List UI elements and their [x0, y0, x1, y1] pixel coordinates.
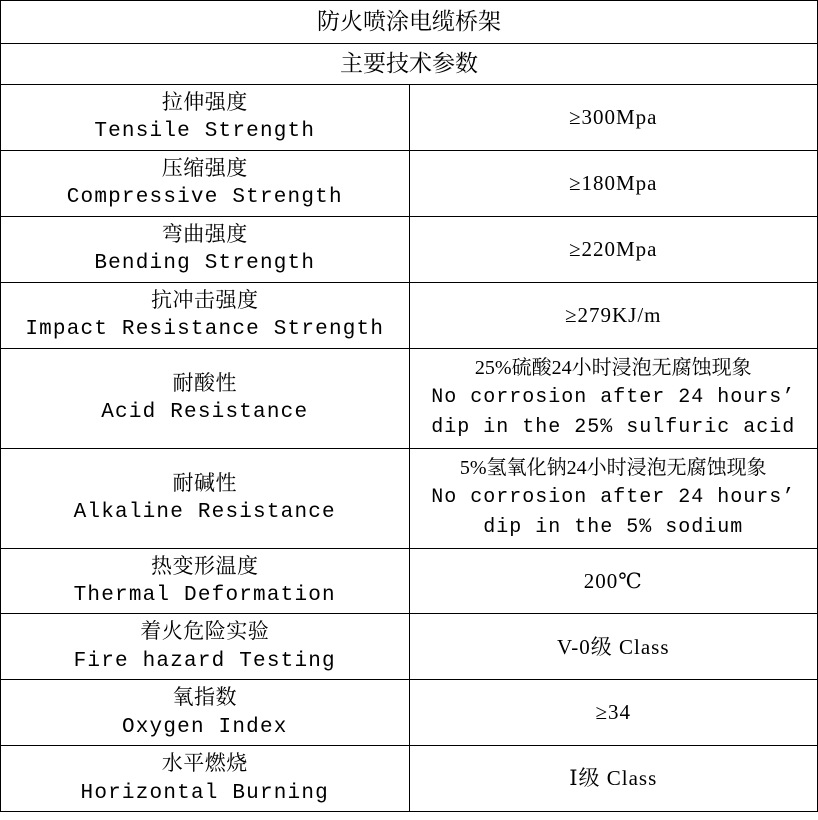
- table-title-row: [1, 1, 818, 44]
- parameter-label-en: Alkaline Resistance: [73, 501, 336, 524]
- parameter-label-en: Compressive Strength: [66, 186, 343, 210]
- parameter-label-en: Bending Strength: [94, 252, 316, 276]
- parameter-value-cell: [409, 448, 818, 548]
- parameter-label-cn: 耐酸性: [172, 370, 237, 395]
- table-row: [1, 216, 818, 282]
- parameter-value-cell: [409, 85, 818, 151]
- parameter-value-line: dip in the 5% sodium: [483, 516, 744, 539]
- parameter-label-en: Fire hazard Testing: [73, 649, 336, 673]
- parameter-value-cell: [409, 150, 818, 216]
- parameter-label-cell: [1, 746, 410, 812]
- parameter-label-cn: 水平燃烧: [161, 751, 248, 776]
- parameter-value-cell: [409, 548, 818, 614]
- parameter-label-cn: 着火危险实验: [140, 619, 270, 644]
- parameter-label-cell: [1, 614, 410, 680]
- parameter-value-cell: [409, 614, 818, 680]
- parameter-label-cn: 抗冲击强度: [151, 287, 259, 312]
- parameter-value-line: Ⅰ级 Class: [569, 766, 658, 791]
- table-row: [1, 746, 818, 812]
- parameter-label-cell: [1, 680, 410, 746]
- parameter-value-cell: [409, 348, 818, 448]
- parameter-label-en: Acid Resistance: [101, 401, 309, 424]
- parameter-label-cell: [1, 348, 410, 448]
- parameter-label-cn: 弯曲强度: [161, 221, 248, 246]
- table-row: [1, 85, 818, 151]
- parameter-label-cell: [1, 85, 410, 151]
- parameter-label-en: Oxygen Index: [121, 715, 288, 739]
- parameter-value-line: 25%硫酸24小时浸泡无腐蚀现象: [474, 357, 752, 379]
- parameter-label-cell: [1, 448, 410, 548]
- table-row: [1, 548, 818, 614]
- parameter-label-cn: 耐碱性: [172, 470, 237, 495]
- parameter-label-en: Tensile Strength: [94, 120, 316, 144]
- parameter-label-en: Horizontal Burning: [80, 781, 329, 805]
- parameter-label-en: Thermal Deformation: [73, 583, 336, 607]
- parameter-value-line: ≥180Mpa: [568, 171, 658, 196]
- parameter-label-en: Impact Resistance Strength: [25, 318, 385, 342]
- parameter-value-cell: [409, 680, 818, 746]
- table-row: [1, 282, 818, 348]
- parameter-value-line: No corrosion after 24 hours’: [431, 386, 796, 409]
- table-subtitle-row: [1, 44, 818, 85]
- parameter-label-cell: [1, 150, 410, 216]
- table-row: [1, 614, 818, 680]
- parameter-label-cn: 压缩强度: [161, 155, 248, 180]
- parameter-value-line: 200℃: [583, 568, 643, 593]
- parameter-label-cell: [1, 282, 410, 348]
- document-title: 防火喷涂电缆桥架: [1, 1, 818, 44]
- parameter-value-line: ≥34: [595, 700, 632, 725]
- parameter-value-cell: [409, 282, 818, 348]
- parameter-value-cell: [409, 746, 818, 812]
- parameter-label-cn: 热变形温度: [151, 553, 259, 578]
- table-row: [1, 448, 818, 548]
- parameter-value-line: ≥279KJ/m: [564, 302, 662, 327]
- table-row: [1, 348, 818, 448]
- parameter-value-cell: [409, 216, 818, 282]
- parameter-value-line: 5%氢氧化钠24小时浸泡无腐蚀现象: [459, 457, 767, 479]
- parameter-value-line: ≥220Mpa: [568, 236, 658, 261]
- parameter-value-line: dip in the 25% sulfuric acid: [431, 416, 796, 439]
- table-row: [1, 680, 818, 746]
- document-subtitle: 主要技术参数: [1, 44, 818, 85]
- table-row: [1, 150, 818, 216]
- parameter-label-cell: [1, 548, 410, 614]
- parameter-label-cn: 拉伸强度: [161, 90, 248, 114]
- parameter-value-line: ≥300Mpa: [568, 105, 658, 130]
- parameter-label-cn: 氧指数: [172, 685, 237, 710]
- parameter-value-line: V-0级 Class: [557, 634, 670, 659]
- parameter-label-cell: [1, 216, 410, 282]
- parameter-value-line: No corrosion after 24 hours’: [431, 486, 796, 509]
